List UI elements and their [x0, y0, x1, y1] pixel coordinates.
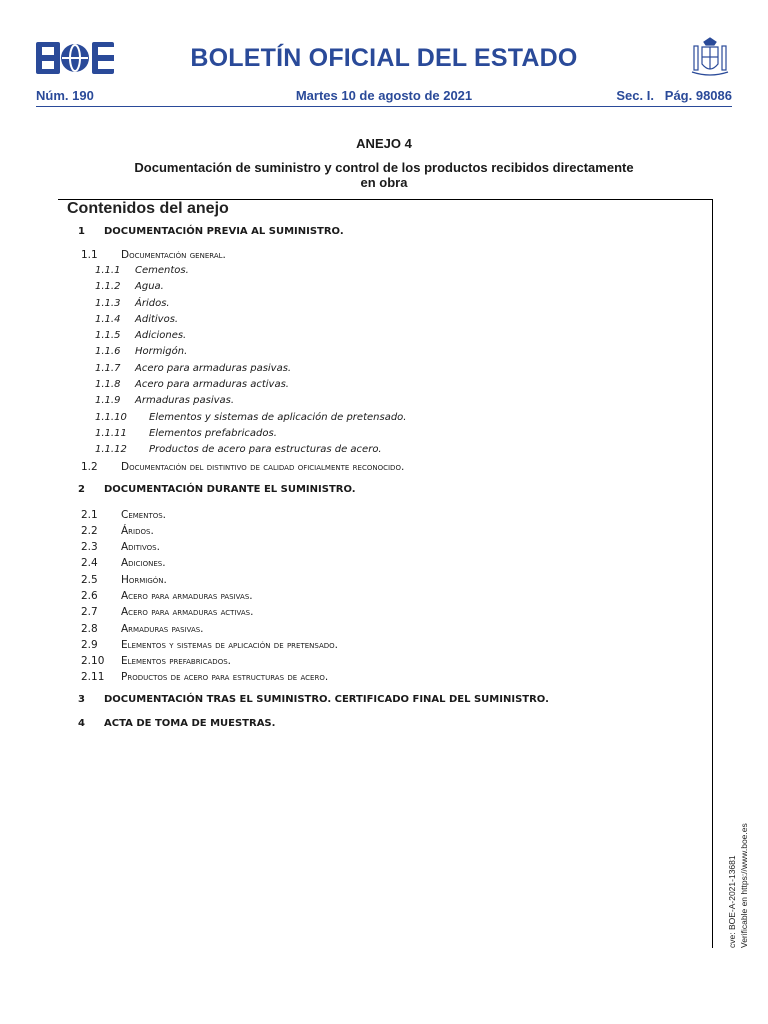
toc-item-text: DOCUMENTACIÓN PREVIA AL SUMINISTRO. [104, 226, 344, 237]
toc-item-text: Acero para armaduras activas. [121, 606, 254, 618]
header-divider [36, 106, 732, 107]
toc-item-number: 1.1.12 [95, 444, 127, 455]
toc-item-number: 1.1.6 [95, 346, 121, 357]
toc-item-text: Documentación general. [121, 249, 226, 261]
toc-item-number: 1 [78, 226, 85, 237]
toc-item-number: 1.1 [81, 249, 98, 261]
toc-item-number: 2.11 [81, 671, 105, 683]
toc-item-number: 1.1.1 [95, 265, 121, 276]
toc-item-number: 2.3 [81, 541, 98, 553]
toc-item-number: 1.1.5 [95, 330, 121, 341]
toc-item-number: 3 [78, 694, 85, 705]
toc-item-text: Elementos prefabricados. [121, 655, 231, 667]
toc-item-text: Aditivos. [121, 541, 160, 553]
toc-item-number: 2.10 [81, 655, 105, 667]
toc-item-text: DOCUMENTACIÓN DURANTE EL SUMINISTRO. [104, 484, 356, 495]
toc-item-number: 4 [78, 718, 85, 729]
toc-item-text: Áridos. [121, 525, 154, 537]
cve-code: cve: BOE-A-2021-13681 [727, 855, 737, 948]
boe-logo [36, 42, 114, 74]
toc-item-number: 2.5 [81, 574, 98, 586]
section-page: Sec. I. Pág. 98086 [616, 88, 732, 103]
toc-item-text: Acero para armaduras activas. [135, 379, 289, 390]
contents-title: Contenidos del anejo [67, 200, 229, 217]
toc-item-text: Documentación del distintivo de calidad oficialmente reconocido. [121, 461, 405, 473]
coat-of-arms-icon [690, 36, 730, 80]
toc-item-number: 2.4 [81, 557, 98, 569]
toc-item-text: Armaduras pasivas. [135, 395, 235, 406]
issue-number: Núm. 190 [36, 88, 94, 103]
toc-item-text: Productos de acero para estructuras de acero. [149, 444, 382, 455]
toc-item-text: Acero para armaduras pasivas. [135, 363, 292, 374]
toc-item-text: Agua. [135, 281, 164, 292]
toc-item-number: 1.1.8 [95, 379, 121, 390]
masthead-title: BOLETÍN OFICIAL DEL ESTADO [190, 44, 578, 72]
annex-subtitle: Documentación de suministro y control de los productos recibidos directamente en obra [134, 160, 634, 190]
toc-item-number: 1.1.9 [95, 395, 121, 406]
toc-item-text: Elementos prefabricados. [149, 428, 277, 439]
toc-item-text: Armaduras pasivas. [121, 623, 204, 635]
toc-item-text: Aditivos. [135, 314, 179, 325]
toc-item-text: Acero para armaduras pasivas. [121, 590, 253, 602]
toc-item-text: ACTA DE TOMA DE MUESTRAS. [104, 718, 276, 729]
issue-date: Martes 10 de agosto de 2021 [295, 88, 473, 103]
toc-item-number: 1.1.3 [95, 298, 121, 309]
toc-item-number: 1.1.7 [95, 363, 121, 374]
toc-item-text: Cementos. [121, 509, 167, 521]
toc-item-text: Cementos. [135, 265, 189, 276]
toc-item-text: Hormigón. [121, 574, 167, 586]
verification-url: Verificable en https://www.boe.es [739, 823, 749, 948]
annex-title: ANEJO 4 [356, 136, 412, 151]
toc-item-number: 1.1.2 [95, 281, 121, 292]
toc-item-text: Elementos y sistemas de aplicación de pretensado. [121, 639, 339, 651]
toc-item-number: 2.6 [81, 590, 98, 602]
toc-item-number: 2 [78, 484, 85, 495]
toc-item-number: 1.1.11 [95, 428, 127, 439]
toc-item-number: 1.2 [81, 461, 98, 473]
toc-item-number: 1.1.10 [95, 412, 127, 423]
toc-item-text: Elementos y sistemas de aplicación de pretensado. [149, 412, 407, 423]
toc-item-number: 2.1 [81, 509, 98, 521]
toc-item-number: 2.2 [81, 525, 98, 537]
toc-item-number: 2.7 [81, 606, 98, 618]
toc-item-text: Hormigón. [135, 346, 188, 357]
toc-item-number: 2.8 [81, 623, 98, 635]
toc-item-text: Productos de acero para estructuras de acero. [121, 671, 329, 683]
toc-item-text: Áridos. [135, 298, 170, 309]
toc-item-number: 2.9 [81, 639, 98, 651]
toc-item-text: Adiciones. [121, 557, 166, 569]
toc-item-number: 1.1.4 [95, 314, 121, 325]
toc-item-text: Adiciones. [135, 330, 187, 341]
toc-item-text: DOCUMENTACIÓN TRAS EL SUMINISTRO. CERTIFICADO FINAL DEL SUMINISTRO. [104, 694, 549, 705]
